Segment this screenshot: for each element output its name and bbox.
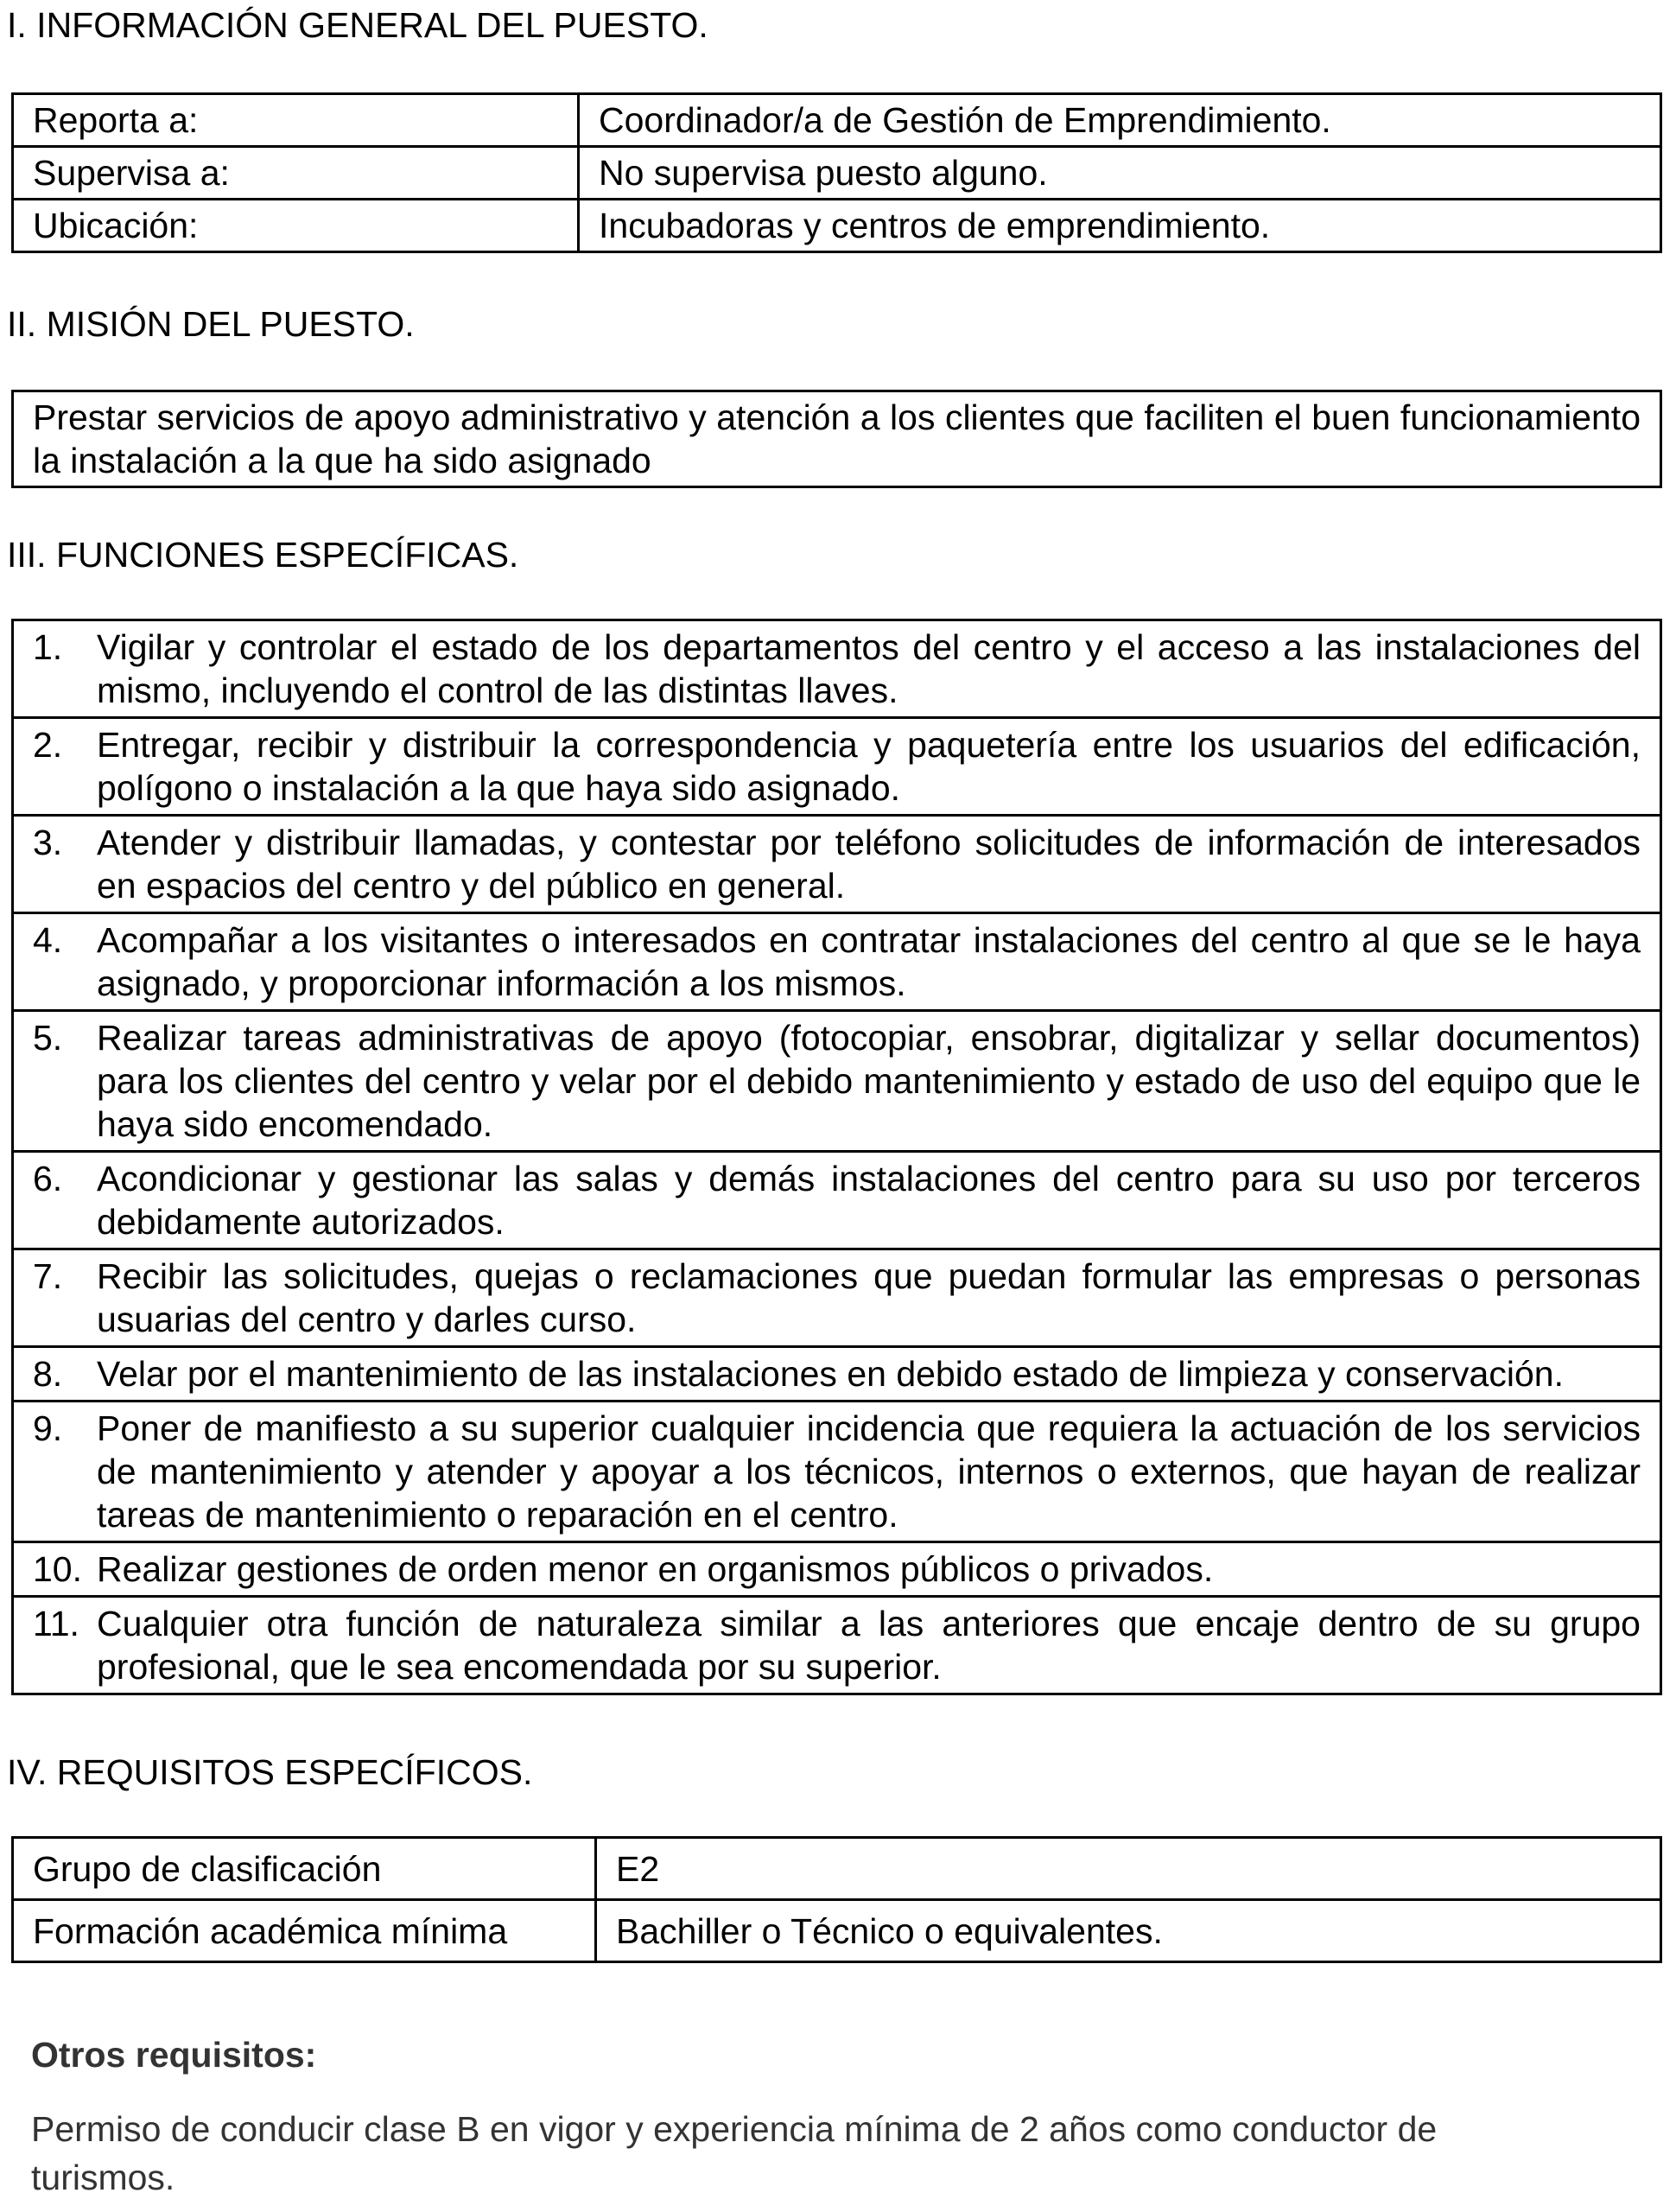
other-requirements-title: Otros requisitos:: [31, 2035, 317, 2075]
label-cell: Formación académica mínima: [13, 1900, 596, 1962]
section-title-requirements: IV. REQUISITOS ESPECÍFICOS.: [7, 1752, 533, 1792]
function-text: Acondicionar y gestionar las salas y demás instalaciones del centro para su uso por terceros debidamente autorizados.: [97, 1159, 1641, 1242]
function-cell: [13, 1402, 1661, 1542]
function-cell: [13, 1011, 1661, 1152]
function-text: Vigilar y controlar el estado de los departamentos del centro y el acceso a las instalaciones del mismo, incluyendo el control de las distintas llaves.: [97, 627, 1641, 710]
value-cell: No supervisa puesto alguno.: [579, 147, 1661, 200]
function-cell: [13, 1347, 1661, 1402]
function-cell: [13, 913, 1661, 1011]
table-row: [13, 1838, 1661, 1900]
table-row: [13, 1152, 1661, 1249]
function-number: 7.: [33, 1256, 63, 1296]
value-cell: E2: [596, 1838, 1661, 1900]
table-row: [13, 1347, 1661, 1402]
label-cell: Ubicación:: [13, 200, 579, 252]
table-row: [13, 200, 1661, 252]
function-text: Entregar, recibir y distribuir la correspondencia y paquetería entre los usuarios del edificación, polígono o instalación a la que haya sido asignado.: [97, 725, 1641, 808]
function-cell: [13, 816, 1661, 913]
table-row: [13, 718, 1661, 816]
label-cell: Reporta a:: [13, 94, 579, 147]
mission-box: Prestar servicios de apoyo administrativo y atención a los clientes que faciliten el buen funcionamiento la instalación a la que ha sido asignado: [11, 390, 1662, 488]
other-requirements-text: Permiso de conducir clase B en vigor y experiencia mínima de 2 años como conductor de turismos.: [31, 2109, 1438, 2197]
functions-table: [11, 619, 1662, 1695]
label-cell: Grupo de clasificación: [13, 1838, 596, 1900]
function-cell: [13, 1152, 1661, 1249]
requirements-table: [11, 1836, 1662, 1963]
label-cell: Supervisa a:: [13, 147, 579, 200]
function-cell: [13, 718, 1661, 816]
table-row: [13, 816, 1661, 913]
value-cell: Incubadoras y centros de emprendimiento.: [579, 200, 1661, 252]
function-number: 4.: [33, 920, 63, 960]
function-text: Recibir las solicitudes, quejas o reclamaciones que puedan formular las empresas o personas usuarias del centro y darles curso.: [97, 1256, 1641, 1339]
table-row: [13, 147, 1661, 200]
section-title-functions: III. FUNCIONES ESPECÍFICAS.: [7, 535, 519, 575]
value-cell: Bachiller o Técnico o equivalentes.: [596, 1900, 1661, 1962]
table-row: [13, 620, 1661, 718]
table-row: [13, 1900, 1661, 1962]
function-text: Realizar tareas administrativas de apoyo (fotocopiar, ensobrar, digitalizar y sellar documentos) para los clientes del centro y velar por el debido mantenimiento y estado de uso del equipo que le haya sido encomendado.: [97, 1018, 1641, 1144]
function-number: 2.: [33, 725, 63, 765]
function-number: 11.: [33, 1604, 79, 1643]
value-cell: Coordinador/a de Gestión de Emprendimiento.: [579, 94, 1661, 147]
function-number: 3.: [33, 823, 63, 862]
function-text: Poner de manifiesto a su superior cualquier incidencia que requiera la actuación de los servicios de mantenimiento y atender y apoyar a los técnicos, internos o externos, que hayan de realizar tareas de mantenimiento o reparación en el centro.: [97, 1408, 1641, 1535]
section-title-general: I. INFORMACIÓN GENERAL DEL PUESTO.: [7, 5, 708, 45]
function-number: 10.: [33, 1549, 82, 1589]
function-number: 9.: [33, 1408, 63, 1448]
function-text: Velar por el mantenimiento de las instalaciones en debido estado de limpieza y conservación.: [97, 1354, 1564, 1394]
table-row: [13, 1542, 1661, 1597]
section-title-mission: II. MISIÓN DEL PUESTO.: [7, 304, 415, 344]
general-info-table: [11, 92, 1662, 253]
function-cell: [13, 1597, 1661, 1694]
table-row: [13, 1402, 1661, 1542]
function-number: 8.: [33, 1354, 63, 1394]
function-text: Cualquier otra función de naturaleza similar a las anteriores que encaje dentro de su grupo profesional, que le sea encomendada por su superior.: [97, 1604, 1641, 1687]
table-row: [13, 1597, 1661, 1694]
table-row: [13, 94, 1661, 147]
function-cell: [13, 620, 1661, 718]
table-row: [13, 1011, 1661, 1152]
function-text: Atender y distribuir llamadas, y contestar por teléfono solicitudes de información de interesados en espacios del centro y del público en general.: [97, 823, 1641, 906]
function-cell: [13, 1542, 1661, 1597]
function-text: Acompañar a los visitantes o interesados en contratar instalaciones del centro al que se le haya asignado, y proporcionar información a los mismos.: [97, 920, 1641, 1003]
function-text: Realizar gestiones de orden menor en organismos públicos o privados.: [97, 1549, 1214, 1589]
function-number: 5.: [33, 1018, 63, 1058]
function-number: 6.: [33, 1159, 63, 1198]
function-number: 1.: [33, 627, 63, 667]
function-cell: [13, 1249, 1661, 1347]
table-row: [13, 1249, 1661, 1347]
table-row: [13, 913, 1661, 1011]
